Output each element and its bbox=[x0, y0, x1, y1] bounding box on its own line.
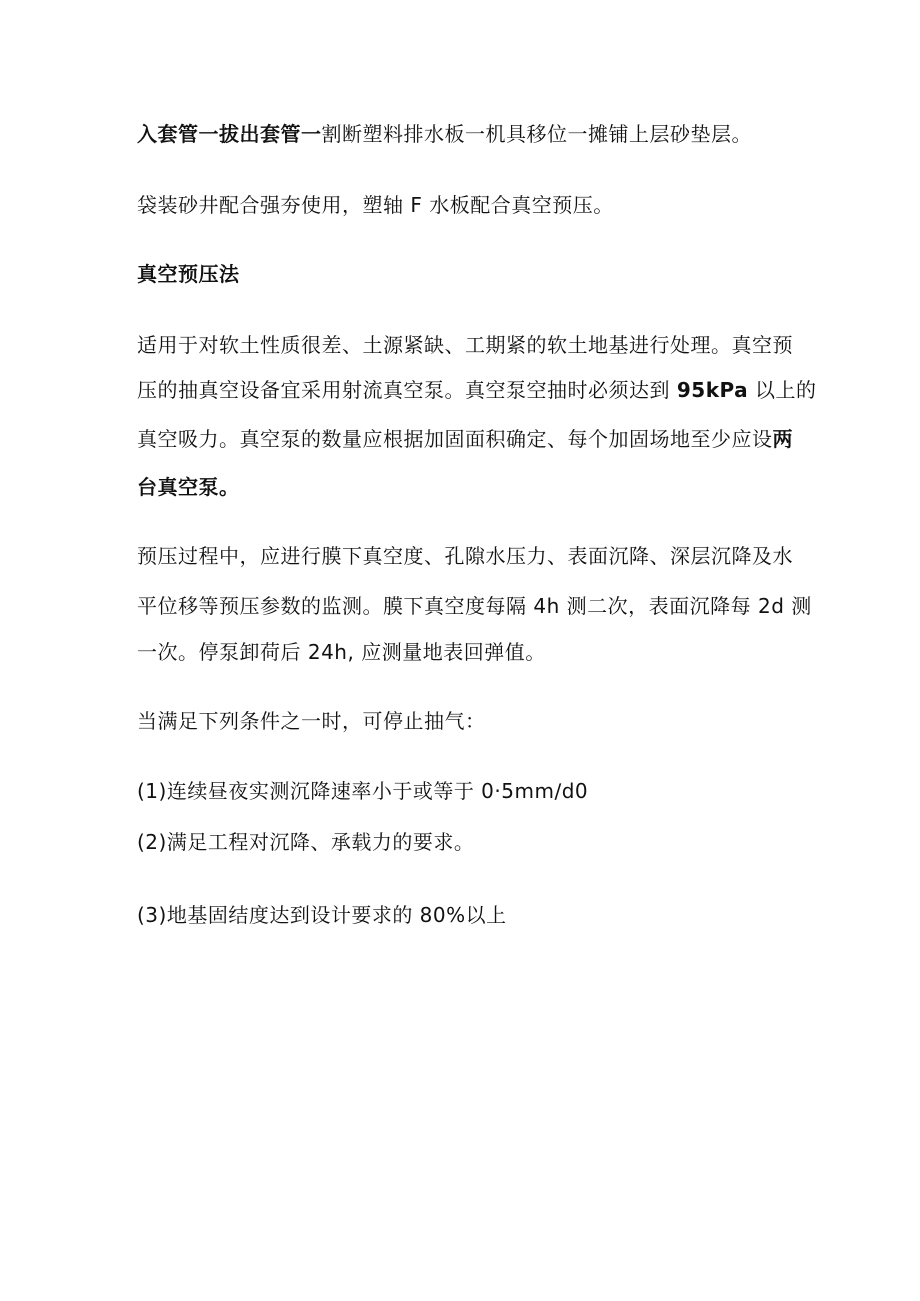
condition-item-1: (1)连续昼夜实测沉降速率小于或等于 0·5mm∕d0 bbox=[137, 779, 589, 803]
p1-l2-text-a: 压的抽真空设备宜采用射流真空泵。真空泵空抽时必须达到 bbox=[137, 378, 677, 402]
p1-l3-bold: 两 bbox=[772, 427, 793, 451]
condition-intro: 当满足下列条件之一时，可停止抽气： bbox=[137, 709, 486, 733]
section-heading: 真空预压法 bbox=[137, 262, 240, 286]
p1-l3-text-a: 真空吸力。真空泵的数量应根据加固面积确定、每个加固场地至少应设 bbox=[137, 427, 773, 451]
paragraph-2-line-1: 预压过程中，应进行膜下真空度、孔隙水压力、表面沉降、深层沉降及水 bbox=[137, 544, 793, 568]
paragraph-2-line-2: 平位移等预压参数的监测。膜下真空度每隔 4h 测二次，表面沉降每 2d 测 bbox=[137, 594, 812, 618]
paragraph-1-line-1: 适用于对软土性质很差、土源紧缺、工期紧的软土地基进行处理。真空预 bbox=[137, 333, 793, 357]
pressure-value: 95kPa bbox=[676, 378, 749, 402]
p1-l2-text-b: 以上的 bbox=[748, 378, 817, 402]
paragraph-1-line-2 bbox=[137, 375, 816, 405]
paragraph-1-line-3 bbox=[137, 424, 793, 454]
process-bold-text: 入套管一拔出套管一 bbox=[137, 122, 322, 146]
condition-item-3: (3)地基固结度达到设计要求的 80%以上 bbox=[137, 903, 507, 927]
condition-item-2: (2)满足工程对沉降、承载力的要求。 bbox=[137, 830, 475, 854]
paragraph-1-line-4: 台真空泵。 bbox=[137, 475, 240, 499]
process-text: 割断塑料排水板一机具移位一摊铺上层砂垫层。 bbox=[321, 122, 752, 146]
paragraph-2-line-3: 一次。停泵卸荷后 24h, 应测量地表回弹值。 bbox=[137, 640, 546, 664]
usage-line: 袋装砂井配合强夯使用，塑轴 F 水板配合真空预压。 bbox=[137, 193, 614, 217]
process-line bbox=[137, 119, 752, 149]
